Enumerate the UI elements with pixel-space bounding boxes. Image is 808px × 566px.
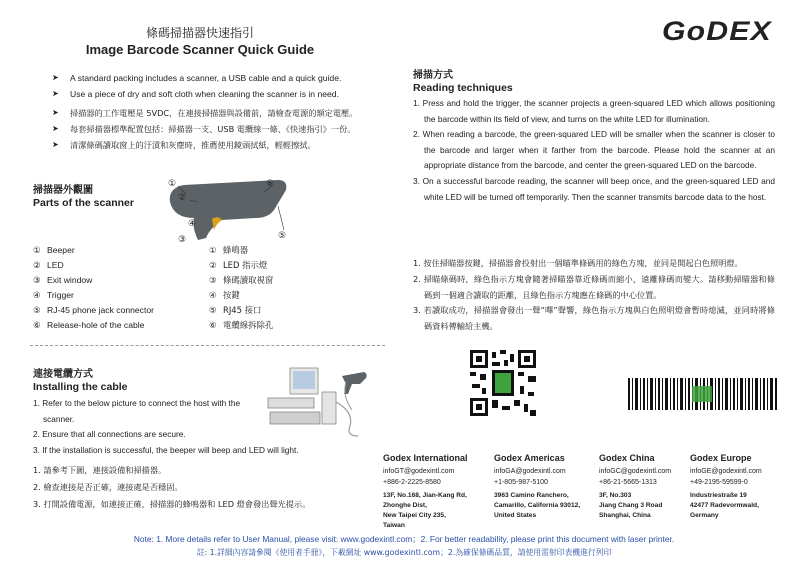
contact-phone: +886-2-2225-8580 [383,479,441,486]
install-step-zh: 3. 打開設備電源，如連接正確，掃描器的蜂鳴器和 LED 燈會發出聲光提示。 [33,499,311,509]
part-item: ⑥ Release-hole of the cable [33,320,145,330]
qr-code [470,350,536,416]
contact-email: infoGE@godexintl.com [690,468,762,475]
part-item-zh: ⑤ RJ45 接口 [209,305,262,315]
part-item-zh: ⑥ 電纜線拆除孔 [209,320,274,330]
parts-list-en [33,243,154,333]
part-item: ② LED [33,260,64,270]
contact-email: infoGA@godexintl.com [494,468,566,475]
intro-bullet-zh: ➤ 清潔條碼讀取窗上的汙漬和灰塵時，推薦使用鏡頭拭紙，輕輕擦拭。 [52,137,382,153]
callout-4: ④ [188,218,197,228]
contact-name: Godex Europe [690,453,752,463]
contact-americas: Godex Americas infoGA@godexintl.com +1-805-987-5100 3963 Camino Ranchero, Camarillo, California 93012, United States [494,453,602,521]
callout-1: ① [168,178,177,188]
title-chinese: 條碼掃描器快速指引 [145,26,254,40]
part-item: ③ Exit window [33,275,93,285]
reading-step: 3. On a successful barcode reading, the scanner will beep once, and the green-squared LED and white LED will be turned off temporarily. Then the scanner transmits barcode data to the host. [413,175,775,202]
part-item: ④ Trigger [33,290,74,300]
callout-2: ② [178,192,187,202]
part-item-zh: ① 蜂鳴器 [209,245,249,255]
reading-step: 1. Press and hold the trigger, the scanner projects a green-squared LED which allows positioning the barcode within its field of view, and turns on the white LED for illumination. [413,98,775,124]
barcode [628,378,778,410]
section-divider [30,345,385,346]
part-item-zh: ④ 按鍵 [209,290,240,300]
callout-5: ⑤ [278,230,287,240]
reading-step-zh: 1. 按住掃瞄器按鍵，掃描器會投射出一個瞄準條碼用的綠色方塊，並同是開起白色照明燈。 [413,258,743,268]
intro-bullet: ➤ A standard packing includes a scanner, a USB cable and a quick guide. [52,70,382,86]
intro-bullets [52,70,382,153]
install-step-zh: 2. 檢查連接是否正確，連接處是否穩固。 [33,482,183,492]
contact-international: Godex International infoGT@godexintl.com +886-2-2225-8580 13F, No.168, Jian-Kang Rd, Zhonghe Dist, New Taipei City 235, Taiwan [383,453,491,531]
contact-phone: +49-2195-59599-0 [690,479,748,486]
contact-email: infoGC@godexintl.com [599,468,672,475]
reading-title-en: Reading techniques [413,82,513,94]
title-english: Image Barcode Scanner Quick Guide [85,42,315,57]
footer-note-zh: 註: 1.詳細內容請參閱《使用者手冊》，下載網址 www.godexintl.com；2.為確保條碼品質，請使用雷射印表機進行列印 [196,548,612,557]
intro-bullet-zh: ➤ 每套掃描器標準配置包括：掃描器一支、USB 電纜線一條、《快速指引》一份。 [52,121,382,137]
contact-phone: +1-805-987-5100 [494,479,548,486]
parts-list-zh [209,243,273,333]
contact-china: Godex China infoGC@godexintl.com +86-21-5665-1313 3F, No.303 Jiang Chang 3 Road Shanghai, China [599,453,699,521]
contact-name: Godex China [599,453,655,463]
install-title-en: Installing the cable [33,381,128,393]
intro-bullet-zh: ➤ 掃描器的工作電壓是 5VDC，在連接掃描器與設備前，請檢查電源的額定電壓。 [52,105,382,121]
install-step: 1. Refer to the below picture to connect the host with the scanner. [33,398,241,424]
reading-step-zh: 3. 若讀取成功，掃描器會發出一聲“嗶”聲響，綠色指示方塊與白色照明燈會暫時熄滅，並同時將條碼資料傳輸給主機。 [413,305,775,332]
computer-connection-illustration [262,362,382,442]
part-item-zh: ③ 條碼讀取視窗 [209,275,274,285]
parts-title-en: Parts of the scanner [33,197,134,209]
install-steps-en [33,396,299,458]
footer-note-en: Note: 1. More details refer to User Manual, please visit: www.godexintl.com；2. For better readability, please print this document with laser printer. [133,534,675,544]
godex-logo: GoDEX [662,16,772,46]
scanner-parts-illustration [160,172,300,244]
callout-3: ③ [178,234,187,244]
install-steps-zh [33,462,378,513]
install-step: 2. Ensure that all connections are secure. [33,429,186,439]
reading-steps-en [413,96,775,205]
install-step: 3. If the installation is successful, the beeper will beep and LED will light. [33,444,299,455]
contact-phone: +86-21-5665-1313 [599,479,657,486]
contact-email: infoGT@godexintl.com [383,468,455,475]
install-title-zh: 連接電纜方式 [33,369,93,380]
contact-name: Godex Americas [494,453,565,463]
contact-europe: Godex Europe infoGE@godexintl.com +49-2195-59599-0 Industriestraße 19 42477 Radevormwald, Germany [690,453,800,521]
contact-name: Godex International [383,453,468,463]
reading-step: 2. When reading a barcode, the green-squared LED will be smaller when the scanner is closer to the barcode and larger when it farther from the barcode. Please hold the scanner at an appropriate distance from the barcode, and center the green-squared LED on the barcode. [413,129,775,171]
install-step-zh: 1. 請參考下圖，連接設備和掃描器。 [33,465,167,475]
reading-step-zh: 2. 掃瞄條碼時，綠色指示方塊會隨著掃瞄器靠近條碼而縮小，遠離條碼而變大。請移動掃瞄器和條碼到一個適合讀取的距離，且綠色指示方塊應在條碼的中心位置。 [413,273,775,300]
part-item-zh: ② LED 指示燈 [209,260,268,270]
part-item: ⑤ RJ-45 phone jack connector [33,305,155,315]
callout-6: ⑥ [266,178,275,188]
parts-title-zh: 掃描器外觀圖 [33,185,93,196]
intro-bullet: ➤ Use a piece of dry and soft cloth when cleaning the scanner is in need. [52,86,382,102]
reading-title-zh: 掃描方式 [413,70,453,81]
reading-steps-zh [413,256,775,335]
part-item: ① Beeper [33,245,75,255]
